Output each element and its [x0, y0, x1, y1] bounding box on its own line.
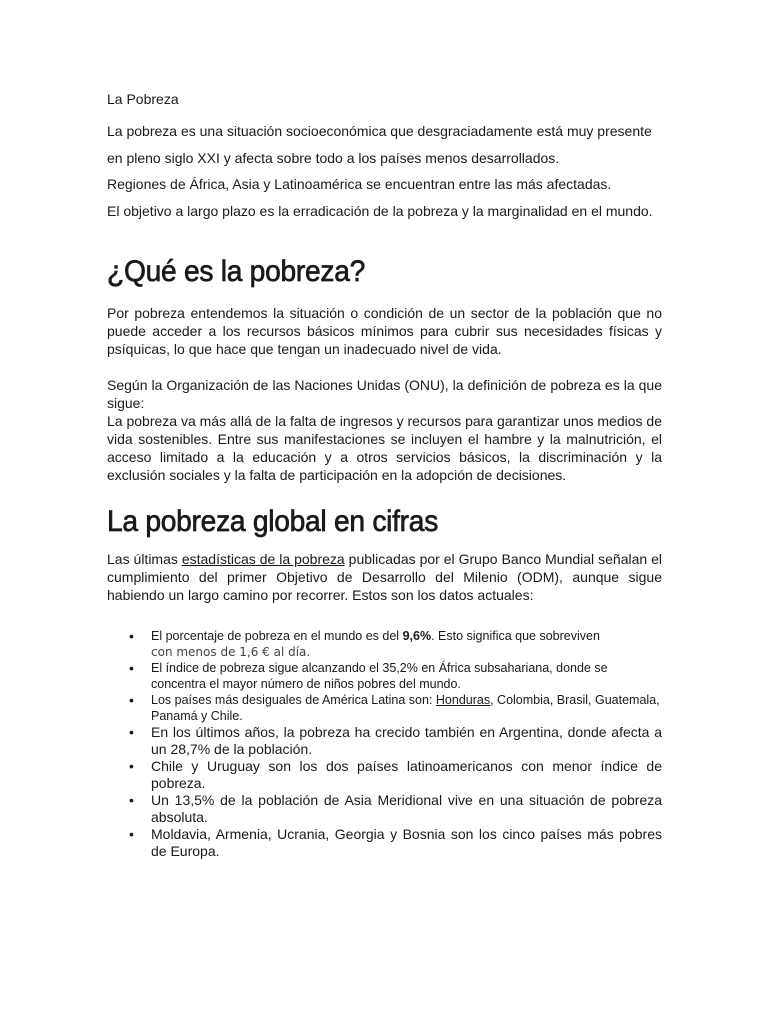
list-item	[107, 758, 662, 792]
bullet-icon: •	[129, 660, 134, 676]
section-heading-cifras: La pobreza global en cifras	[107, 505, 439, 538]
bullet-text: Chile y Uruguay son los dos países latinoamericanos con menor índice de pobreza.	[151, 758, 662, 791]
stats-intro-before: Las últimas	[107, 551, 178, 567]
bullet-bold-value: 9,6%	[402, 629, 432, 643]
list-item	[107, 826, 662, 860]
intro-paragraph: El objetivo a largo plazo es la erradicación de la pobreza y la marginalidad en el mundo.	[107, 202, 653, 219]
list-item	[107, 792, 662, 826]
bullet-text: El índice de pobreza sigue alcanzando el 35,2% en África subsahariana, donde se concentra el mayor número de niños pobres del mundo.	[151, 661, 608, 691]
onu-intro-line: Según la Organización de las Naciones Unidas (ONU), la definición de pobreza es la que sigue:	[107, 377, 662, 411]
document-page	[107, 90, 662, 860]
intro-paragraph: Regiones de África, Asia y Latinoamérica se encuentran entre las más afectadas.	[107, 176, 612, 192]
bullet-text: El porcentaje de pobreza en el mundo es del	[151, 629, 400, 643]
bullet-text: Un 13,5% de la población de Asia Meridional vive en una situación de pobreza absoluta.	[151, 792, 662, 825]
bullet-text: , Colombia, Brasil, Guatemala, Panamá y Chile.	[151, 693, 660, 723]
bullet-text: Moldavia, Armenia, Ucrania, Georgia y Bosnia son los cinco países más pobres de Europa.	[151, 826, 662, 859]
document-title: La Pobreza	[107, 91, 179, 107]
bullet-icon: •	[129, 758, 134, 774]
honduras-link[interactable]: Honduras	[435, 693, 491, 707]
bullet-icon: •	[129, 628, 134, 644]
onu-definition: La pobreza va más allá de la falta de ingresos y recursos para garantizar unos medios de vida sostenibles. Entre sus manifestaciones se incluyen el hambre y la malnutrición, el acceso limitado a la educación y a otros servicios básicos, la discriminación y la exclusión sociales y la falta de participación en la adopción de decisiones.	[107, 413, 662, 483]
stats-intro-after: publicadas por el Grupo Banco Mundial señalan el cumplimiento del primer Objetivo de Desarrollo del Milenio (ODM), aunque sigue habiendo un largo camino por recorrer. Estos son los datos actuales:	[107, 551, 663, 603]
bullet-light-text: con menos de 1,6 € al día.	[151, 645, 311, 659]
bullet-text: . Esto significa que sobreviven	[431, 629, 600, 643]
definition-paragraph: Por pobreza entendemos la situación o condición de un sector de la población que no puede acceder a los recursos básicos mínimos para cubrir sus necesidades físicas y psíquicas, lo que hace que tengan un inadecuado nivel de vida.	[107, 305, 662, 357]
intro-paragraph: La pobreza es una situación socioeconómica que desgraciadamente está muy presente en pleno siglo XXI y afecta sobre todo a los países menos desarrollados.	[107, 123, 652, 166]
bullet-text: Los países más desiguales de América Latina son:	[151, 693, 433, 707]
bullet-icon: •	[129, 724, 134, 740]
stats-list	[107, 628, 662, 860]
list-item	[107, 660, 662, 692]
stats-intro-paragraph	[107, 550, 662, 604]
bullet-icon: •	[129, 826, 134, 842]
estadisticas-link[interactable]: estadísticas de la pobreza	[181, 551, 345, 567]
list-item	[107, 628, 662, 660]
bullet-icon: •	[129, 692, 134, 708]
list-item	[107, 692, 662, 724]
list-item	[107, 724, 662, 758]
section1-body	[107, 304, 662, 484]
bullet-icon: •	[129, 792, 134, 808]
bullet-text: En los últimos años, la pobreza ha crecido también en Argentina, donde afecta a un 28,7% de la población.	[151, 724, 662, 757]
section-heading-que-es: ¿Qué es la pobreza?	[107, 255, 366, 288]
section2-body	[107, 550, 662, 604]
intro-block	[107, 118, 662, 224]
